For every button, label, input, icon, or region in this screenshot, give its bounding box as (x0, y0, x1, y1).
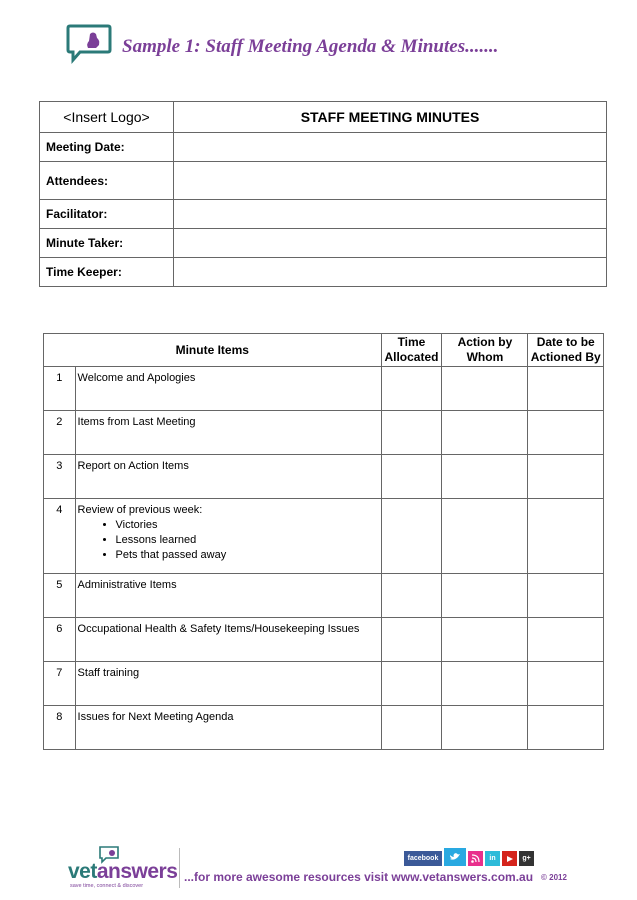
logo-answers-text: answers (96, 860, 178, 883)
logo-vet-text: vet (68, 860, 97, 883)
table-row (44, 499, 604, 574)
date-to-be-actioned-cell[interactable] (528, 411, 604, 455)
table-row (44, 411, 604, 455)
facilitator-field[interactable] (174, 200, 607, 229)
table-row (44, 618, 604, 662)
social-icons (404, 848, 534, 866)
date-to-be-actioned-cell[interactable] (528, 455, 604, 499)
logo-placeholder: <Insert Logo> (40, 102, 174, 133)
date-to-be-actioned-cell[interactable] (528, 618, 604, 662)
minute-item: Staff training (75, 662, 381, 706)
table-row (44, 367, 604, 411)
page-footer (68, 846, 588, 890)
time-allocated-cell[interactable] (381, 706, 442, 750)
list-item: • Lessons learned (116, 533, 379, 548)
minute-item: Welcome and Apologies (75, 367, 381, 411)
facebook-label: facebook (407, 855, 439, 862)
linkedin-icon[interactable] (485, 851, 500, 866)
column-header-minute-items: Minute Items (44, 334, 382, 367)
minutes-header-row (44, 334, 604, 367)
minute-item: Items from Last Meeting (75, 411, 381, 455)
date-to-be-actioned-cell[interactable] (528, 367, 604, 411)
row-number: 4 (44, 499, 76, 574)
time-allocated-cell[interactable] (381, 411, 442, 455)
vetanswers-chat-bubble-icon (66, 24, 112, 64)
date-to-be-actioned-cell[interactable] (528, 574, 604, 618)
action-by-whom-cell[interactable] (442, 499, 528, 574)
column-header-date-to-be-actioned: Date to be Actioned By (528, 334, 604, 367)
table-row (44, 706, 604, 750)
time-keeper-field[interactable] (174, 258, 607, 287)
info-row-minute-taker (40, 229, 607, 258)
info-row-time-keeper (40, 258, 607, 287)
list-item: • Victories (116, 518, 379, 533)
attendees-label: Attendees: (40, 162, 174, 200)
footer-divider (179, 848, 180, 888)
rss-glyph-icon (471, 854, 480, 863)
copyright-text: © 2012 (541, 873, 567, 882)
list-item: • Pets that passed away (116, 548, 379, 563)
action-by-whom-cell[interactable] (442, 411, 528, 455)
bird-icon (449, 852, 461, 862)
logo-tagline: save time, connect & discover (70, 883, 144, 889)
minute-taker-label: Minute Taker: (40, 229, 174, 258)
date-to-be-actioned-cell[interactable] (528, 499, 604, 574)
meeting-info-table (39, 101, 607, 287)
page-header (66, 24, 112, 64)
minute-item-with-list (75, 499, 381, 574)
row-number: 3 (44, 455, 76, 499)
time-allocated-cell[interactable] (381, 367, 442, 411)
facilitator-label: Facilitator: (40, 200, 174, 229)
action-by-whom-cell[interactable] (442, 367, 528, 411)
minutes-heading: STAFF MEETING MINUTES (174, 102, 607, 133)
minute-item: Administrative Items (75, 574, 381, 618)
info-row-attendees (40, 162, 607, 200)
row-number: 5 (44, 574, 76, 618)
action-by-whom-cell[interactable] (442, 662, 528, 706)
minute-item: Issues for Next Meeting Agenda (75, 706, 381, 750)
date-to-be-actioned-cell[interactable] (528, 706, 604, 750)
twitter-icon[interactable] (444, 848, 466, 866)
review-bullet-list (78, 518, 379, 563)
minutes-table (43, 333, 604, 750)
time-allocated-cell[interactable] (381, 499, 442, 574)
table-row (44, 574, 604, 618)
time-allocated-cell[interactable] (381, 618, 442, 662)
minute-item: Occupational Health & Safety Items/Housekeeping Issues (75, 618, 381, 662)
row-number: 2 (44, 411, 76, 455)
action-by-whom-cell[interactable] (442, 706, 528, 750)
vetanswers-logo (68, 860, 177, 884)
row-number: 1 (44, 367, 76, 411)
action-by-whom-cell[interactable] (442, 618, 528, 662)
date-to-be-actioned-cell[interactable] (528, 662, 604, 706)
table-row (44, 455, 604, 499)
linkedin-label: in (489, 855, 496, 862)
play-icon (505, 855, 514, 863)
facebook-icon[interactable] (404, 851, 442, 866)
row-number: 8 (44, 706, 76, 750)
youtube-icon[interactable] (502, 851, 517, 866)
time-allocated-cell[interactable] (381, 574, 442, 618)
column-header-action-by-whom: Action by Whom (442, 334, 528, 367)
googleplus-icon[interactable] (519, 851, 534, 866)
time-allocated-cell[interactable] (381, 455, 442, 499)
table-row (44, 662, 604, 706)
column-header-time-allocated: Time Allocated (381, 334, 442, 367)
action-by-whom-cell[interactable] (442, 574, 528, 618)
action-by-whom-cell[interactable] (442, 455, 528, 499)
meeting-date-label: Meeting Date: (40, 133, 174, 162)
minute-item: Review of previous week: (77, 504, 203, 516)
rss-icon[interactable] (468, 851, 483, 866)
minute-taker-field[interactable] (174, 229, 607, 258)
page-title: Sample 1: Staff Meeting Agenda & Minutes....... (122, 36, 499, 57)
time-allocated-cell[interactable] (381, 662, 442, 706)
info-row-meeting-date (40, 133, 607, 162)
googleplus-label: g+ (522, 855, 531, 862)
time-keeper-label: Time Keeper: (40, 258, 174, 287)
attendees-field[interactable] (174, 162, 607, 200)
minute-item: Report on Action Items (75, 455, 381, 499)
row-number: 6 (44, 618, 76, 662)
footer-resources-link[interactable]: ...for more awesome resources visit www.vetanswers.com.au (184, 870, 534, 884)
row-number: 7 (44, 662, 76, 706)
meeting-date-field[interactable] (174, 133, 607, 162)
info-row-facilitator (40, 200, 607, 229)
